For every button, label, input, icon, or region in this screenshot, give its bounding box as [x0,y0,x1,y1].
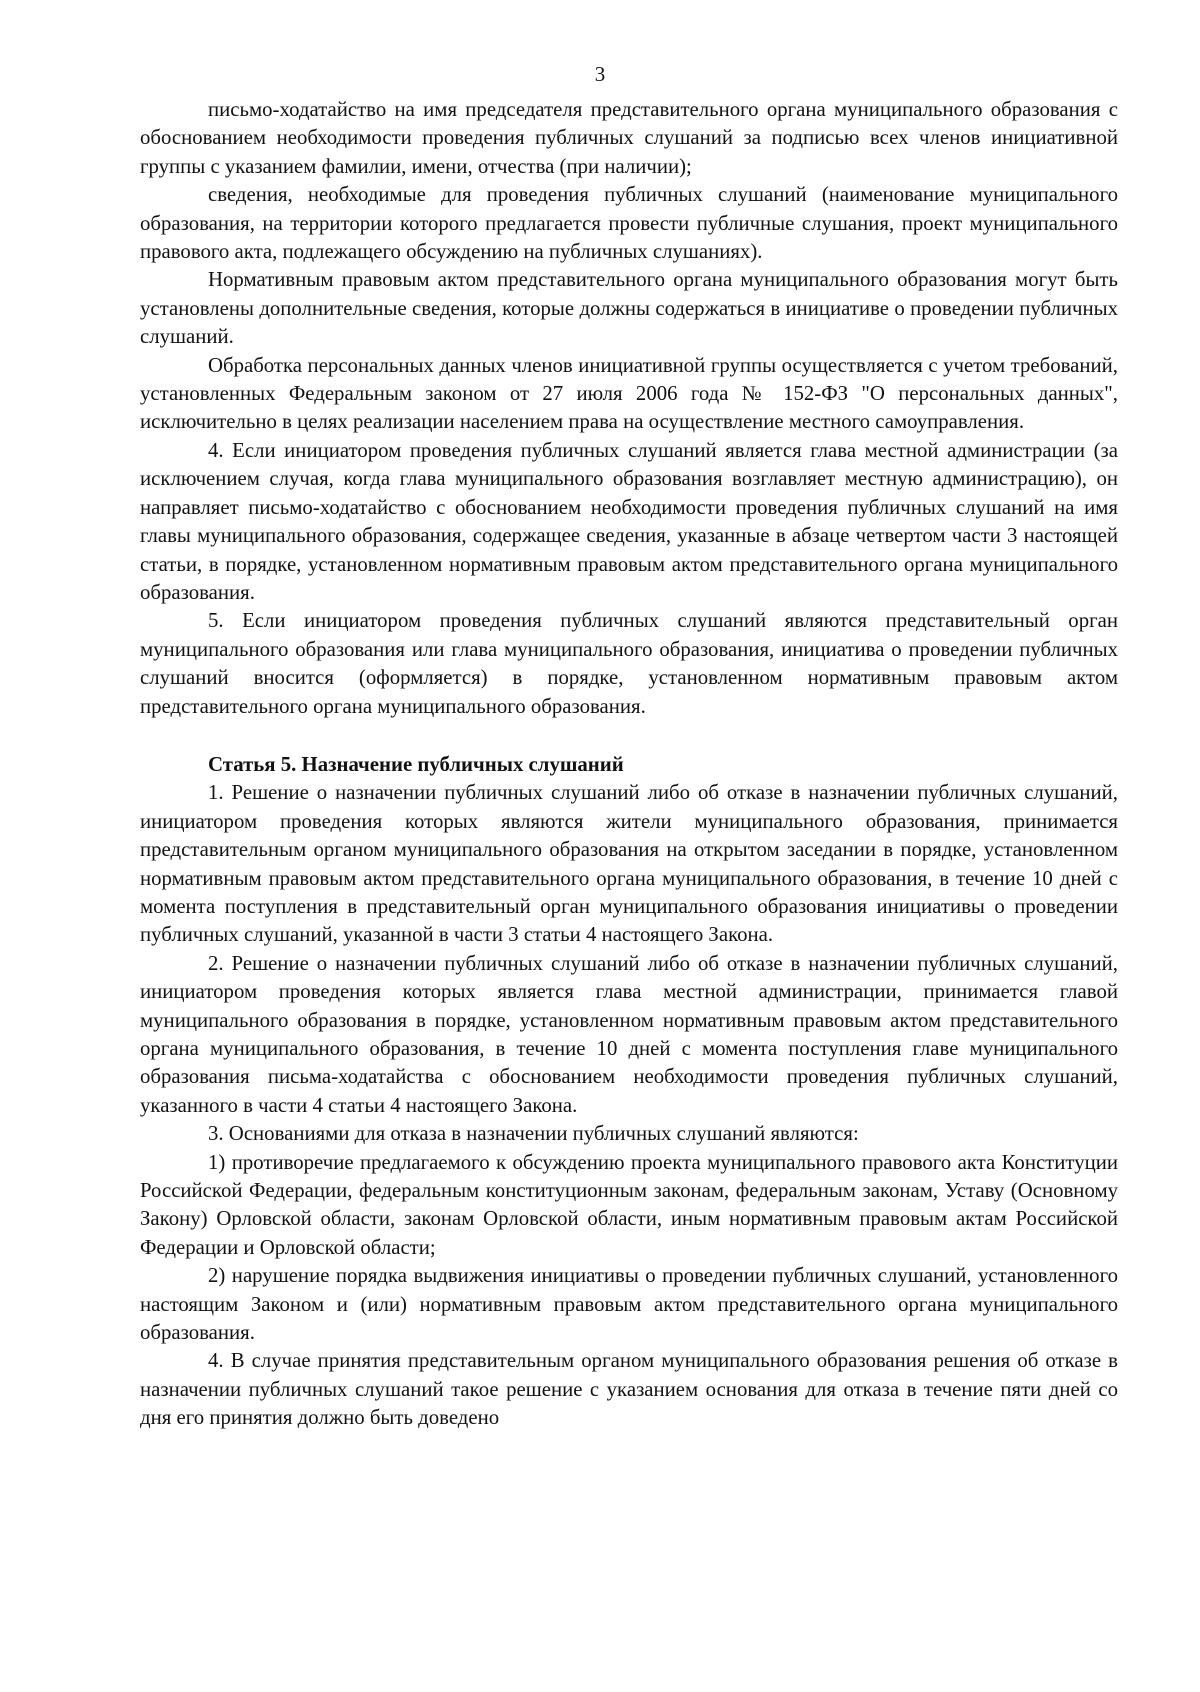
paragraph-petition-letter: письмо-ходатайство на имя председателя представительного органа муниципального образования с обоснованием необходимости проведения публичных слушаний за подписью всех членов инициативной группы с указанием фамилии, имени, отчества (при наличии); [140,98,1118,178]
paragraph-article5-item-1: 1. Решение о назначении публичных слушаний либо об отказе в назначении публичных слушаний, инициатором проведения которых являются жители муниципального образования, принимается представительным органом муниципального образования на открытом заседании в порядке, установленном нормативным правовым актом представительного органа муниципального образования, в течение 10 дней с момента поступления в представительный орган муниципального образования инициативы о проведении публичных слушаний, указанной в части 3 статьи 4 настоящего Закона. [140,781,1118,947]
paragraph-article5-item-3: 3. Основаниями для отказа в назначении публичных слушаний являются: [208,1122,859,1146]
paragraph-article5-item-4: 4. В случае принятия представительным органом муниципального образования решения об отказе в назначении публичных слушаний такое решение с указанием основания для отказа в течение пяти дней со дня его принятия должно быть доведено [140,1349,1118,1430]
paragraph-article5-subitem-1: 1) противоречие предлагаемого к обсуждению проекта муниципального правового акта Конституции Российской Федерации, федеральным конституционным законам, федеральным законам, Уставу (Основному Закону) Орловской области, законам Орловской области, иным нормативным правовым актам Российской Федерации и Орловской области; [140,1150,1118,1259]
paragraph-item-5-representative-body: 5. Если инициатором проведения публичных слушаний являются представительный орган муниципального образования или глава муниципального образования, инициатива о проведении публичных слушаний вносится (оформляется) в порядке, установленном нормативным правовым актом представительного органа муниципального образования. [140,609,1118,718]
paragraph-personal-data: Обработка персональных данных членов инициативной группы осуществляется с учетом требований, установленных Федеральным законом от 27 июля 2006 года № 152-ФЗ "О персональных данных", исключительно в целях реализации населением права на осуществление местного самоуправления. [140,353,1118,434]
paragraph-required-info: сведения, необходимые для проведения публичных слушаний (наименование муниципального образования, на территории которого предлагается провести публичные слушания, проект муниципального правового акта, подлежащего обсуждению на публичных слушаниях). [140,183,1118,264]
paragraph-item-4-head-of-administration: 4. Если инициатором проведения публичных слушаний является глава местной администрации (за исключением случая, когда глава муниципального образования возглавляет местную администрацию), он направляет письмо-ходатайство с обоснованием необходимости проведения публичных слушаний на имя главы муниципального образования, содержащее сведения, указанные в абзаце четвертом части 3 настоящей статьи, в порядке, установленном нормативным правовым актом представительного органа муниципального образования. [140,438,1118,604]
paragraph-article5-item-2: 2. Решение о назначении публичных слушаний либо об отказе в назначении публичных слушаний, инициатором проведения которых является глава местной администрации, принимается главой муниципального образования в порядке, установленном нормативным правовым актом представительного органа муниципального образования, в течение 10 дней с момента поступления главе муниципального образования письма-ходатайства с обоснованием необходимости проведения публичных слушаний, указанного в части 4 статьи 4 настоящего Закона. [140,951,1118,1117]
article-5-heading: Статья 5. Назначение публичных слушаний [208,752,624,776]
paragraph-additional-info: Нормативным правовым актом представительного органа муниципального образования могут быть установлены дополнительные сведения, которые должны содержаться в инициативе о проведении публичных слушаний. [140,268,1118,349]
paragraph-article5-subitem-2: 2) нарушение порядка выдвижения инициативы о проведении публичных слушаний, установленного настоящим Законом и (или) нормативным правовым актом представительного органа муниципального образования. [140,1264,1118,1345]
document-body [140,96,1118,1433]
page-number: 3 [594,62,606,86]
